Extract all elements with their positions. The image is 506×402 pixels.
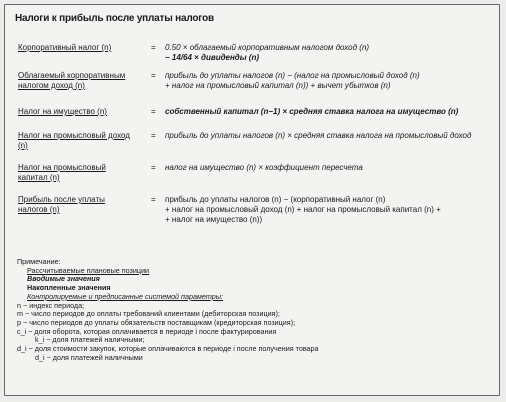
formula-label: Прибыль после уплаты налогов (n) xyxy=(18,195,105,214)
definition-line: m − число периодов до оплаты требований клиентами (дебиторская позиция); xyxy=(17,309,280,319)
formula-line: собственный капитал (n−1) × средняя ставка налога на имущество (n) xyxy=(165,107,459,116)
formula-line: − 14/64 × дивиденды (n) xyxy=(165,53,260,62)
formula-label: Налог на имущество (n) xyxy=(18,107,107,116)
notes-section xyxy=(17,258,319,362)
legend-accumulated: Накопленные значения xyxy=(27,283,111,293)
legend-input: Вводимые значения xyxy=(27,274,100,284)
legend-calculated: Рассчитываемые плановые позиции xyxy=(27,265,150,275)
formula-line: прибыль до уплаты налогов (n) × средняя ставка налога на промысловый доход xyxy=(165,131,472,140)
formula-expression xyxy=(165,131,495,141)
definition-line: n − индекс периода; xyxy=(17,300,85,310)
formula-expression xyxy=(165,107,495,117)
document-title: Налоги к прибыль после уплаты налогов xyxy=(15,13,214,24)
equals-sign: = xyxy=(151,43,156,52)
equals-sign: = xyxy=(151,195,156,204)
definition-line: p − число периодов до уплаты обязательств поставщикам (кредиторская позиция); xyxy=(17,317,296,327)
formula-expression xyxy=(165,71,495,91)
definition-line: d_i − доля стоимости закупок, которые оплачиваются в периоде i после получения товара xyxy=(17,344,319,354)
formula-line: + налог на промысловый доход (n) + налог на промысловый капитал (n) + xyxy=(165,205,441,214)
formula-label: Корпоративный налог (n) xyxy=(18,43,112,52)
equals-sign: = xyxy=(151,131,156,140)
document-frame xyxy=(4,4,500,396)
formula-line: прибыль до уплаты налогов (n) − (налог на промысловый доход (n) xyxy=(165,71,420,80)
formula-expression xyxy=(165,195,495,225)
formula-label: Налог на промысловый капитал (n) xyxy=(18,163,106,182)
formula-line: 0.50 × облагаемый корпоративным налогом доход (n) xyxy=(165,43,370,52)
formula-expression xyxy=(165,43,495,63)
definition-line: d_i − доля платежей наличными xyxy=(35,352,143,362)
formula-line: + налог на промысловый капитал (n)) + вычет убытков (n) xyxy=(165,81,391,90)
formula-line: + налог на имущество (n)) xyxy=(165,215,263,224)
formula-line: налог на имущество (n) × коэффициент пересчета xyxy=(165,163,363,172)
definition-line: c_i − доля оборота, которая оплачивается в периоде i после фактурирования xyxy=(17,326,277,336)
equals-sign: = xyxy=(151,107,156,116)
definition-line: k_i − доля платежей наличными; xyxy=(35,335,145,345)
formula-label: Облагаемый корпоративным налогом доход (n) xyxy=(18,71,126,90)
notes-heading: Примечание: xyxy=(17,257,61,266)
equals-sign: = xyxy=(151,163,156,172)
formula-line: прибыль до уплаты налогов (n) − (корпоративный налог (n) xyxy=(165,195,386,204)
legend-controlled: Контролируемые и предписанные системой параметры: xyxy=(27,291,224,301)
formula-label: Налог на промысловый доход (n) xyxy=(18,131,130,150)
formula-expression xyxy=(165,163,495,173)
equals-sign: = xyxy=(151,71,156,80)
